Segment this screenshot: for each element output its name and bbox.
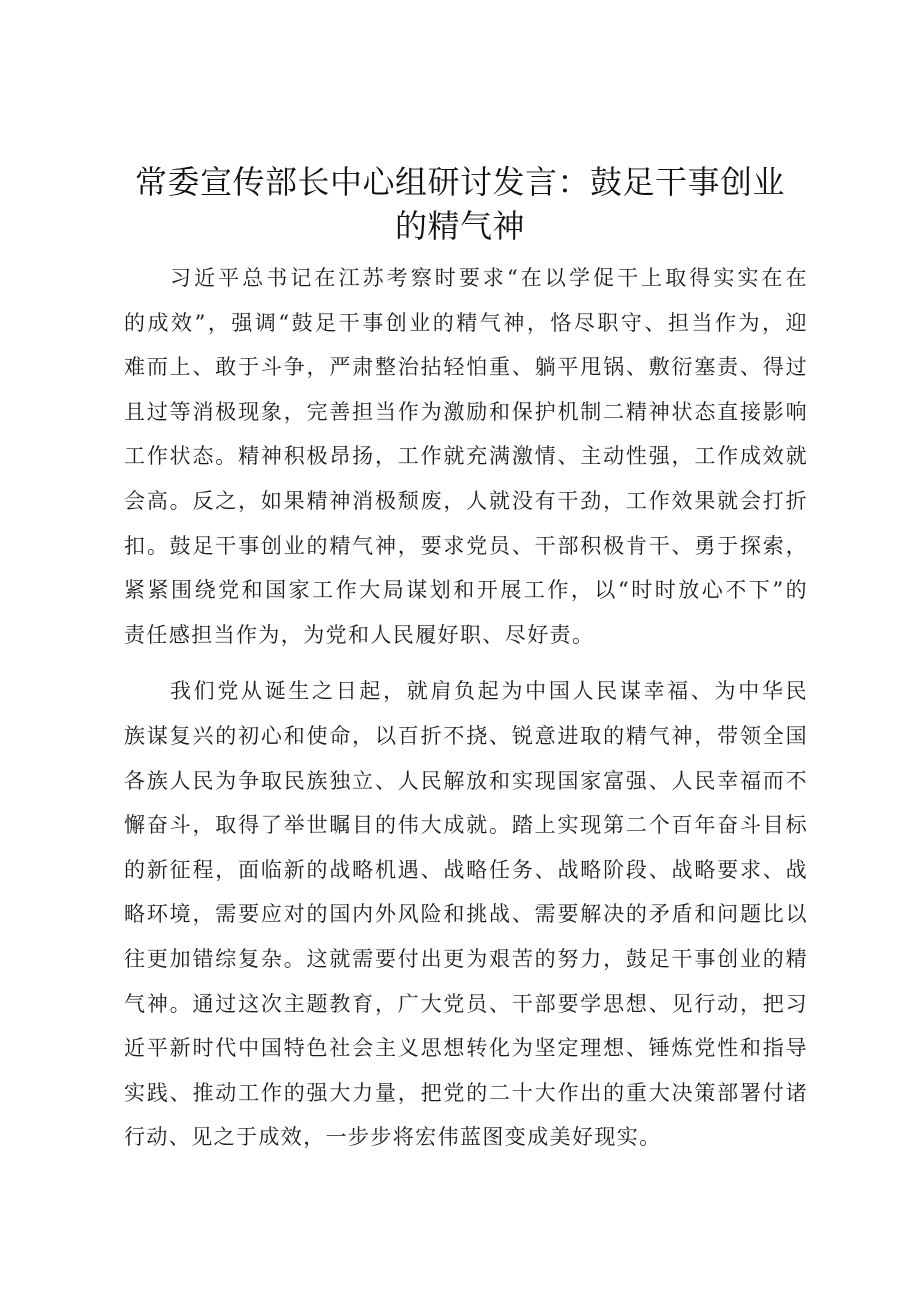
paragraph-2 <box>124 669 808 1160</box>
document-title <box>120 160 800 248</box>
paragraph-line: 行动、见之于成效，一步步将宏伟蓝图变成美好现实。 <box>124 1125 662 1150</box>
paragraph-line: 扣。鼓足干事创业的精气神，要求党员、干部积极肯干、勇于探索， <box>124 533 808 558</box>
paragraph-line: 各族人民为争取民族独立、人民解放和实现国家富强、人民幸福而不 <box>124 768 808 793</box>
paragraph-line: 懈奋斗，取得了举世瞩目的伟大成就。踏上实现第二个百年奋斗目标 <box>124 813 808 838</box>
paragraph-line: 紧紧围绕党和国家工作大局谋划和开展工作，以“时时放心不下”的 <box>124 578 808 603</box>
paragraph-line: 工作状态。精神积极昂扬，工作就充满激情、主动性强，工作成效就 <box>124 444 808 469</box>
paragraph-line: 我们党从诞生之日起，就肩负起为中国人民谋幸福、为中华民 <box>170 679 808 704</box>
document-body <box>124 256 808 1160</box>
paragraph-line: 气神。通过这次主题教育，广大党员、干部要学思想、见行动，把习 <box>124 991 808 1016</box>
paragraph-line: 的新征程，面临新的战略机遇、战略任务、战略阶段、战略要求、战 <box>124 857 808 882</box>
paragraph-line: 族谋复兴的初心和使命，以百折不挠、锐意进取的精气神，带领全国 <box>124 723 808 748</box>
paragraph-line: 且过等消极现象，完善担当作为激励和保护机制二精神状态直接影响 <box>124 399 808 424</box>
title-line-2: 的精气神 <box>394 207 525 245</box>
paragraph-line: 习近平总书记在江苏考察时要求“在以学促干上取得实实在在 <box>170 266 808 290</box>
paragraph-line: 责任感担当作为，为党和人民履好职、尽好责。 <box>124 622 595 647</box>
paragraph-line: 的成效”，强调“鼓足干事创业的精气神，恪尽职守、担当作为，迎 <box>124 310 808 335</box>
paragraph-line: 近平新时代中国特色社会主义思想转化为坚定理想、锤炼党性和指导 <box>124 1036 808 1061</box>
paragraph-line: 往更加错综复杂。这就需要付出更为艰苦的努力，鼓足干事创业的精 <box>124 946 808 971</box>
paragraph-line: 实践、推动工作的强大力量，把党的二十大作出的重大决策部署付诸 <box>124 1080 808 1105</box>
title-line-1: 常委宣传部长中心组研讨发言：鼓足干事创业 <box>134 163 785 201</box>
paragraph-gap <box>124 657 808 669</box>
paragraph-line: 会高。反之，如果精神消极颓废，人就没有干劲，工作效果就会打折 <box>124 488 808 513</box>
paragraph-1 <box>124 256 808 657</box>
paragraph-line: 略环境，需要应对的国内外风险和挑战、需要解决的矛盾和问题比以 <box>124 902 808 927</box>
paragraph-line: 难而上、敢于斗争，严肃整治拈轻怕重、躺平甩锅、敷衍塞责、得过 <box>124 355 808 380</box>
